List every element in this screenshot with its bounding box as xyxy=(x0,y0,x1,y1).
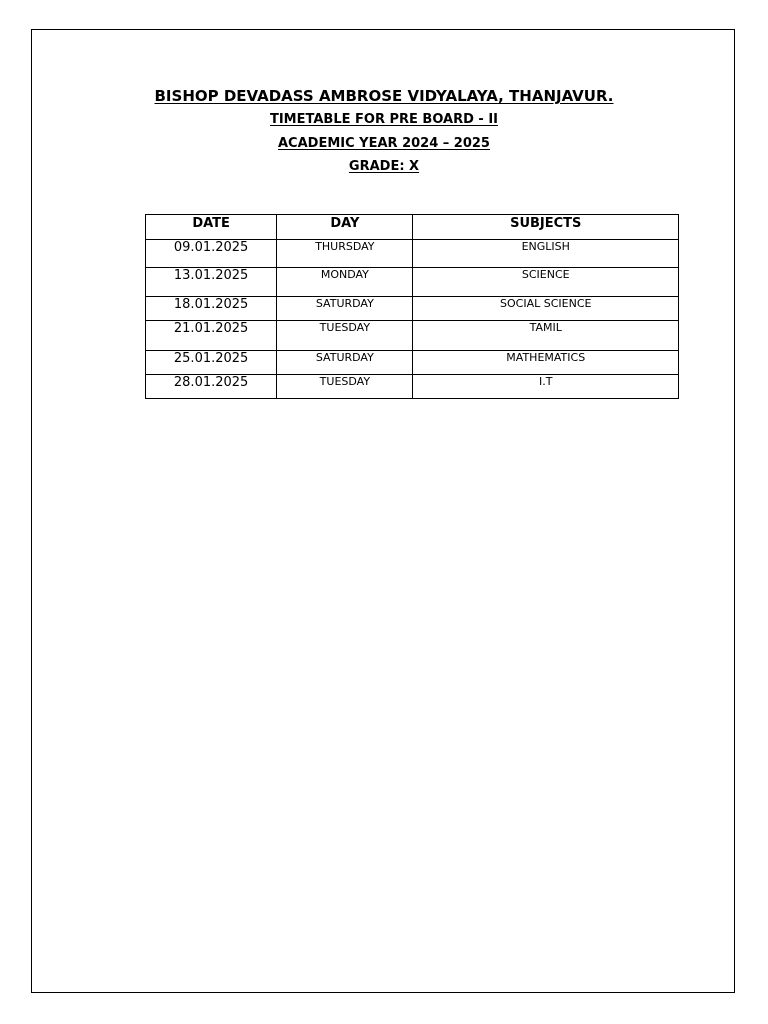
header-day: DAY xyxy=(277,215,413,240)
row-day: SATURDAY xyxy=(277,297,413,321)
row-day: THURSDAY xyxy=(277,240,413,268)
school-name: BISHOP DEVADASS AMBROSE VIDYALAYA, THANJAVUR. xyxy=(154,87,614,105)
row-subject: TAMIL xyxy=(413,321,679,351)
row-day: TUESDAY xyxy=(277,321,413,351)
table-row xyxy=(146,268,679,297)
header-subjects: SUBJECTS xyxy=(413,215,679,240)
row-day: MONDAY xyxy=(277,268,413,297)
row-subject: SOCIAL SCIENCE xyxy=(413,297,679,321)
table-header-row xyxy=(146,215,679,240)
row-subject: I.T xyxy=(413,375,679,399)
academic-year: ACADEMIC YEAR 2024 – 2025 xyxy=(278,136,490,151)
table-row xyxy=(146,375,679,399)
row-date: 13.01.2025 xyxy=(146,268,277,297)
row-date: 25.01.2025 xyxy=(146,351,277,375)
table-row xyxy=(146,240,679,268)
row-date: 28.01.2025 xyxy=(146,375,277,399)
table-row xyxy=(146,297,679,321)
timetable-table xyxy=(145,214,679,399)
row-day: TUESDAY xyxy=(277,375,413,399)
row-date: 09.01.2025 xyxy=(146,240,277,268)
header-date: DATE xyxy=(146,215,277,240)
table-row xyxy=(146,351,679,375)
grade-label: GRADE: X xyxy=(348,159,420,174)
row-subject: SCIENCE xyxy=(413,268,679,297)
row-day: SATURDAY xyxy=(277,351,413,375)
row-date: 18.01.2025 xyxy=(146,297,277,321)
row-subject: ENGLISH xyxy=(413,240,679,268)
timetable-title: TIMETABLE FOR PRE BOARD - II xyxy=(269,112,499,127)
table-row xyxy=(146,321,679,351)
row-subject: MATHEMATICS xyxy=(413,351,679,375)
row-date: 21.01.2025 xyxy=(146,321,277,351)
